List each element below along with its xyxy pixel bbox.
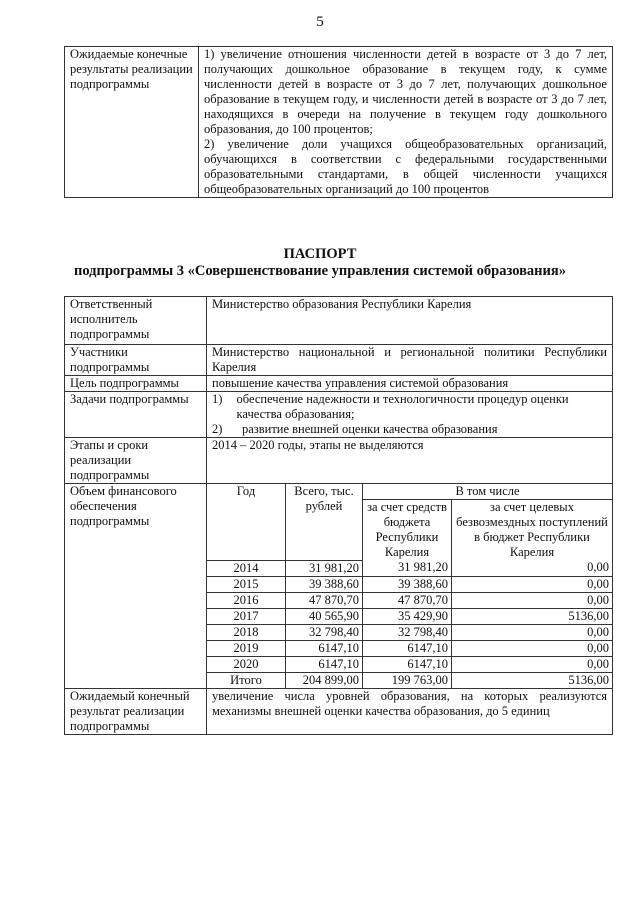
cell-year: 2016	[207, 592, 286, 608]
cell-total: 47 870,70	[286, 592, 363, 608]
cell-year: 2017	[207, 608, 286, 624]
row-value: увеличение числа уровней образования, на которых реализуются механизмы внешней оценки качества образования, до 5 единиц	[207, 688, 613, 734]
financing-row	[207, 560, 612, 576]
cell-year: 2014	[207, 560, 286, 576]
cell-grants: 5136,00	[452, 608, 613, 624]
cell-grants: 0,00	[452, 624, 613, 640]
financing-row	[207, 640, 612, 656]
cell-total: 31 981,20	[286, 560, 363, 576]
row-label: Ожидаемый конечный результат реализации подпрограммы	[65, 688, 207, 734]
row-value: Министерство образования Республики Карелия	[207, 297, 613, 345]
header-grants: за счет целевых безвозмездных поступлений в бюджет Республики Карелия	[452, 500, 613, 561]
row-label: Ожидаемые конечные результаты реализации подпрограммы	[65, 47, 199, 198]
table-row-responsible	[65, 297, 613, 345]
cell-year: 2020	[207, 656, 286, 672]
header-budget: за счет средств бюджета Республики Карелия	[363, 500, 452, 561]
passport-heading	[0, 246, 640, 280]
result-item-2: 2) увеличение доли учащихся общеобразовательных организаций, обучающихся в соответствии с федеральными государственными образовательными стандартами, в общей численности учащихся общеобразовательных организаций до 100 процентов	[204, 137, 607, 196]
cell-total: 6147,10	[286, 640, 363, 656]
cell-grants: 0,00	[452, 576, 613, 592]
cell-budget: 31 981,20	[363, 560, 452, 576]
task-text: развитие внешней оценки качества образования	[242, 422, 498, 436]
task-number: 2)	[212, 422, 223, 436]
table-row-stages	[65, 438, 613, 484]
cell-total: 6147,10	[286, 656, 363, 672]
cell-year: 2015	[207, 576, 286, 592]
row-label: Ответственный исполнитель подпрограммы	[65, 297, 207, 345]
table-row-financing	[65, 484, 613, 689]
cell-grants: 0,00	[452, 560, 613, 576]
cell-budget: 47 870,70	[363, 592, 452, 608]
cell-budget: 39 388,60	[363, 576, 452, 592]
passport-table	[64, 296, 613, 735]
financing-cell	[207, 484, 613, 689]
passport-title: ПАСПОРТ	[283, 246, 357, 262]
header-year: Год	[207, 484, 286, 560]
cell-total: 204 899,00	[286, 672, 363, 688]
table-row-participants	[65, 345, 613, 376]
financing-row	[207, 608, 612, 624]
task-item-1	[212, 392, 607, 422]
financing-row	[207, 656, 612, 672]
cell-year: 2018	[207, 624, 286, 640]
table-row-goal	[65, 376, 613, 392]
result-item-1: 1) увеличение отношения численности детей в возрасте от 3 до 7 лет, получающих дошкольное образование в текущем году, к сумме численности детей в возрасте от 3 до 7 лет, получающих дошкольное образование в текущем году, и численности детей в возрасте от 3 до 7 лет, находящихся в очереди на получение в текущем году дошкольного образования, до 100 процентов;	[204, 47, 607, 136]
financing-row	[207, 592, 612, 608]
cell-budget: 199 763,00	[363, 672, 452, 688]
header-including: В том числе	[363, 484, 613, 500]
cell-year: Итого	[207, 672, 286, 688]
financing-header-row	[207, 484, 612, 500]
cell-total: 39 388,60	[286, 576, 363, 592]
cell-grants: 0,00	[452, 656, 613, 672]
financing-row	[207, 672, 612, 688]
cell-grants: 0,00	[452, 592, 613, 608]
cell-budget: 35 429,90	[363, 608, 452, 624]
cell-budget: 6147,10	[363, 640, 452, 656]
financing-row	[207, 624, 612, 640]
page-number: 5	[316, 14, 324, 30]
table-row-tasks	[65, 392, 613, 438]
cell-budget: 32 798,40	[363, 624, 452, 640]
row-label: Этапы и сроки реализации подпрограммы	[65, 438, 207, 484]
financing-table	[207, 484, 612, 688]
table-row-expected	[65, 688, 613, 734]
cell-total: 32 798,40	[286, 624, 363, 640]
row-value	[199, 47, 613, 198]
header-total: Всего, тыс. рублей	[286, 484, 363, 560]
row-value	[207, 392, 613, 438]
cell-year: 2019	[207, 640, 286, 656]
cell-total: 40 565,90	[286, 608, 363, 624]
passport-subtitle: подпрограммы 3 «Совершенствование управления системой образования»	[73, 263, 566, 279]
expected-results-table	[64, 46, 613, 198]
row-value: Министерство национальной и региональной политики Республики Карелия	[207, 345, 613, 376]
cell-grants: 0,00	[452, 640, 613, 656]
cell-grants: 5136,00	[452, 672, 613, 688]
table-row	[65, 47, 613, 198]
task-number: 1)	[212, 392, 223, 406]
row-value: повышение качества управления системой образования	[207, 376, 613, 392]
financing-row	[207, 576, 612, 592]
row-label: Задачи подпрограммы	[65, 392, 207, 438]
row-label: Объем финансового обеспечения подпрограммы	[65, 484, 207, 689]
row-value: 2014 – 2020 годы, этапы не выделяются	[207, 438, 613, 484]
cell-budget: 6147,10	[363, 656, 452, 672]
task-item-2	[212, 422, 607, 437]
row-label: Участники подпрограммы	[65, 345, 207, 376]
row-label: Цель подпрограммы	[65, 376, 207, 392]
task-text: обеспечение надежности и технологичности процедур оценки качества образования;	[236, 392, 569, 421]
